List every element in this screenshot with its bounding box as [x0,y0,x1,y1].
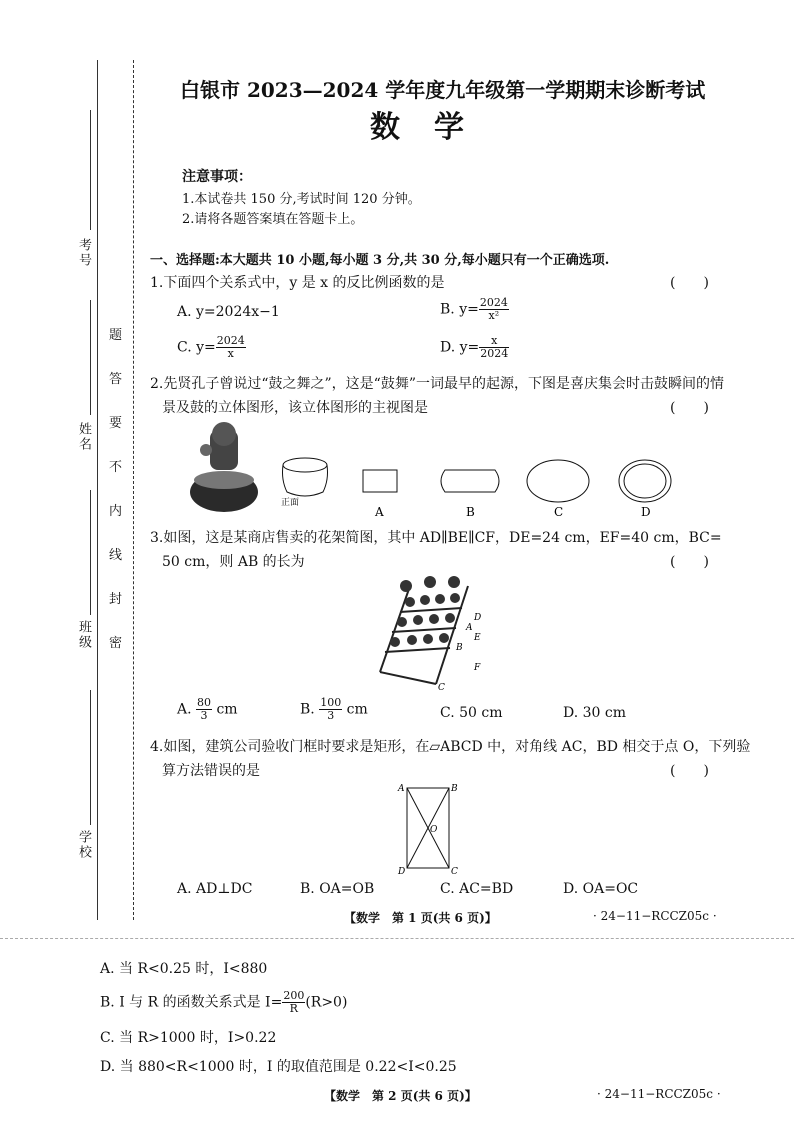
school-label: 学校 [76,830,91,860]
q1-answer-paren: ( ) [670,275,709,291]
p2-option-d: D. 当 880<R<1000 时，I 的取值范围是 0.22<I<0.25 [100,1059,457,1075]
page1-footer: 【数学 第 1 页(共 6 页)】 [344,911,497,925]
q4-label-b: B [451,784,458,794]
q1-option-c: C. y= $\frac{2024}{x}$ [177,334,245,360]
q1-option-b: B. y= $\frac{2024}{\text{x²}}$ [440,296,508,322]
q4-stem-line2: 算方法错误的是 [162,763,260,779]
q3-option-c: C. 50 cm [440,705,503,721]
exam-title: 白银市 2023—2024 学年度九年级第一学期期末诊断考试 [180,78,706,102]
q3-stem-line1: 3.如图，这是某商店售卖的花架简图，其中 AD∥BE∥CF，DE=24 cm，EF=40 cm，BC= [150,530,722,546]
q4-stem-line1: 4.如图，建筑公司验收门框时要求是矩形，在▱ABCD 中，对角线 AC，BD 相交于点 O，下列验 [150,739,751,755]
notice-item: 1.本试卷共 150 分,考试时间 120 分钟。 [182,192,421,207]
seal-char: 密 [109,636,123,651]
q3-option-a: A. $\frac{80}{3}$ cm [177,696,238,722]
page-divider [0,938,794,939]
q3-label-e: E [474,633,481,643]
q3-label-c: C [438,683,445,692]
seal-char: 要 [109,416,123,431]
flower-stand-figure [370,572,500,692]
seal-char: 题 [109,328,123,343]
q2-view-d [619,460,671,502]
q2-stem-line2: 景及鼓的立体图形，该立体图形的主视图是 [162,400,428,416]
name-blank [90,300,91,415]
page2-code: · 24−11−RCCZ05c · [597,1087,721,1101]
front-label: 正面 [281,498,300,508]
q2-view-b [441,470,499,492]
q3-label-b: B [456,643,463,653]
seal-char: 线 [109,548,123,563]
q4-option-d: D. OA=OC [563,881,639,897]
q1-option-d: D. y= $\frac{x}{2024}$ [440,334,509,360]
rectangle-figure [395,780,465,878]
section-header: 一、选择题:本大题共 10 小题,每小题 3 分,共 30 分,每小题只有一个正确选项. [150,253,610,268]
q4-option-b: B. OA=OB [300,881,375,897]
seal-char: 不 [109,460,123,475]
q3-option-b: B. $\frac{100}{3}$ cm [300,696,368,722]
p2-option-b: B. I 与 R 的函数关系式是 I= $\frac{200}{R}$ (R>0) [100,989,348,1015]
p2-option-a: A. 当 R<0.25 时，I<880 [100,961,268,977]
q2-figures [180,420,700,520]
q4-option-a: A. AD⊥DC [177,881,253,897]
seal-char: 封 [109,592,123,607]
q1-stem: 1.下面四个关系式中，y 是 x 的反比例函数的是 [150,275,445,291]
seal-char: 内 [109,504,123,519]
q3-label-a: A [466,623,473,633]
q2-label-d: D [641,505,651,519]
drummer-photo [190,422,258,512]
exam-no-blank [90,110,91,230]
q4-label-o: O [430,825,438,835]
page2-footer: 【数学 第 2 页(共 6 页)】 [324,1089,477,1103]
q4-label-c: C [451,867,458,877]
q2-view-a [363,470,397,492]
class-label: 班级 [76,620,91,650]
q3-stem-line2: 50 cm，则 AB 的长为 [162,554,305,570]
q2-stem-line1: 2.先贤孔子曾说过“鼓之舞之”，这是“鼓舞”一词最早的起源，下图是喜庆集会时击鼓瞬间的情 [150,376,724,392]
q3-label-d: D [474,613,482,623]
q3-label-f: F [474,663,481,673]
exam-no-label: 考号 [76,238,91,268]
q2-label-a: A [375,505,384,519]
notice-heading: 注意事项： [182,169,252,185]
binding-line-inner [133,60,134,920]
q2-label-b: B [466,505,475,519]
class-blank [90,490,91,615]
drum-solid [283,458,328,496]
q2-answer-paren: ( ) [670,400,709,416]
q2-view-c [527,460,589,502]
p2-option-c: C. 当 R>1000 时，I>0.22 [100,1030,277,1046]
q4-option-c: C. AC=BD [440,881,514,897]
binding-line-outer [97,60,98,920]
q4-answer-paren: ( ) [670,763,709,779]
subject-title: 数学 [370,110,498,145]
page1-code: · 24−11−RCCZ05c · [593,909,717,923]
name-label: 姓名 [76,422,91,452]
q3-option-d: D. 30 cm [563,705,627,721]
q3-answer-paren: ( ) [670,554,709,570]
q1-option-a: A. y=2024x−1 [177,304,280,320]
q4-label-a: A [398,784,405,794]
notice-item: 2.请将各题答案填在答题卡上。 [182,212,364,227]
school-blank [90,690,91,825]
q2-label-c: C [554,505,564,519]
q4-label-d: D [398,867,406,877]
seal-char: 答 [109,372,123,387]
